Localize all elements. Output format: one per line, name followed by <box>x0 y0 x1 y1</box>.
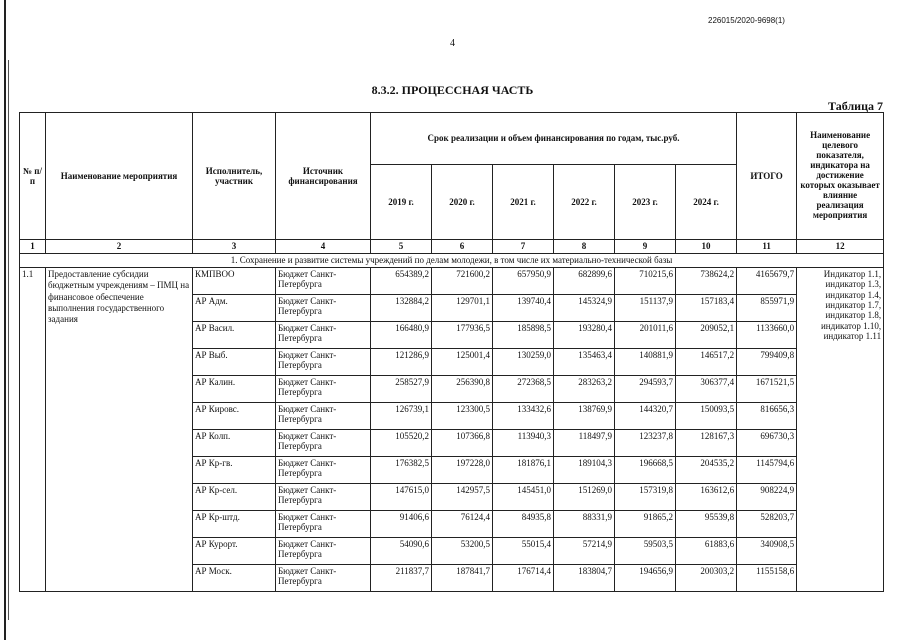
indicators-cell: Индикатор 1.1, индикатор 1.3, индикатор 1.4, индикатор 1.7, индикатор 1.8, индикатор 1.10, индикатор 1.11 <box>797 268 884 592</box>
year-value-cell: 121286,9 <box>371 349 432 376</box>
source-cell: Бюджет Санкт-Петербурга <box>276 349 371 376</box>
source-cell: Бюджет Санкт-Петербурга <box>276 322 371 349</box>
year-value-cell: 151269,0 <box>554 484 615 511</box>
source-cell: Бюджет Санкт-Петербурга <box>276 565 371 592</box>
year-value-cell: 150093,5 <box>676 403 737 430</box>
header-year: 2022 г. <box>554 165 615 240</box>
source-cell: Бюджет Санкт-Петербурга <box>276 457 371 484</box>
year-value-cell: 166480,9 <box>371 322 432 349</box>
year-value-cell: 272368,5 <box>493 376 554 403</box>
total-cell: 799409,8 <box>737 349 797 376</box>
executor-cell: АР Курорт. <box>193 538 276 565</box>
header-year: 2021 г. <box>493 165 554 240</box>
year-value-cell: 84935,8 <box>493 511 554 538</box>
total-cell: 1145794,6 <box>737 457 797 484</box>
year-value-cell: 163612,6 <box>676 484 737 511</box>
executor-cell: АР Кр-штд. <box>193 511 276 538</box>
year-value-cell: 76124,4 <box>432 511 493 538</box>
document-registration-number: 226015/2020-9698(1) <box>708 16 785 25</box>
header-source: Источник финансирования <box>276 113 371 240</box>
year-value-cell: 721600,2 <box>432 268 493 295</box>
executor-cell: АР Моск. <box>193 565 276 592</box>
year-value-cell: 183804,7 <box>554 565 615 592</box>
year-value-cell: 258527,9 <box>371 376 432 403</box>
executor-cell: АР Кировс. <box>193 403 276 430</box>
year-value-cell: 181876,1 <box>493 457 554 484</box>
year-value-cell: 125001,4 <box>432 349 493 376</box>
column-number-row <box>20 240 884 254</box>
year-value-cell: 139740,4 <box>493 295 554 322</box>
year-value-cell: 204535,2 <box>676 457 737 484</box>
year-value-cell: 185898,5 <box>493 322 554 349</box>
year-value-cell: 130259,0 <box>493 349 554 376</box>
header-year: 2024 г. <box>676 165 737 240</box>
total-cell: 1671521,5 <box>737 376 797 403</box>
year-value-cell: 682899,6 <box>554 268 615 295</box>
executor-cell: КМПВОО <box>193 268 276 295</box>
table-body <box>20 268 884 592</box>
column-number: 1 <box>20 240 46 254</box>
item-number: 1.1 <box>20 268 46 592</box>
executor-cell: АР Кр-сел. <box>193 484 276 511</box>
year-value-cell: 256390,8 <box>432 376 493 403</box>
year-value-cell: 189104,3 <box>554 457 615 484</box>
year-value-cell: 176714,4 <box>493 565 554 592</box>
header-year: 2023 г. <box>615 165 676 240</box>
year-value-cell: 142957,5 <box>432 484 493 511</box>
year-value-cell: 144320,7 <box>615 403 676 430</box>
executor-cell: АР Калин. <box>193 376 276 403</box>
section-heading: 1. Сохранение и развитие системы учреждений по делам молодежи, в том числе их материально-технической базы <box>20 254 884 268</box>
total-cell: 1155158,6 <box>737 565 797 592</box>
executor-cell: АР Васил. <box>193 322 276 349</box>
year-value-cell: 145451,0 <box>493 484 554 511</box>
executor-cell: АР Колп. <box>193 430 276 457</box>
year-value-cell: 157183,4 <box>676 295 737 322</box>
column-number: 7 <box>493 240 554 254</box>
total-cell: 908224,9 <box>737 484 797 511</box>
year-value-cell: 88331,9 <box>554 511 615 538</box>
year-value-cell: 211837,7 <box>371 565 432 592</box>
source-cell: Бюджет Санкт-Петербурга <box>276 511 371 538</box>
year-value-cell: 157319,8 <box>615 484 676 511</box>
column-number: 3 <box>193 240 276 254</box>
source-cell: Бюджет Санкт-Петербурга <box>276 484 371 511</box>
item-name: Предоставление субсидии бюджетным учреждениям – ПМЦ на финансовое обеспечение выполнения государственного задания <box>46 268 193 592</box>
source-cell: Бюджет Санкт-Петербурга <box>276 376 371 403</box>
year-value-cell: 145324,9 <box>554 295 615 322</box>
header-total: ИТОГО <box>737 113 797 240</box>
year-value-cell: 209052,1 <box>676 322 737 349</box>
executor-cell: АР Выб. <box>193 349 276 376</box>
year-value-cell: 200303,2 <box>676 565 737 592</box>
column-number: 9 <box>615 240 676 254</box>
year-value-cell: 105520,2 <box>371 430 432 457</box>
column-number: 4 <box>276 240 371 254</box>
year-value-cell: 147615,0 <box>371 484 432 511</box>
year-value-cell: 710215,6 <box>615 268 676 295</box>
header-year: 2020 г. <box>432 165 493 240</box>
table-row <box>20 268 884 295</box>
source-cell: Бюджет Санкт-Петербурга <box>276 295 371 322</box>
year-value-cell: 57214,9 <box>554 538 615 565</box>
year-value-cell: 294593,7 <box>615 376 676 403</box>
year-value-cell: 193280,4 <box>554 322 615 349</box>
year-value-cell: 196668,5 <box>615 457 676 484</box>
year-value-cell: 129701,1 <box>432 295 493 322</box>
year-value-cell: 107366,8 <box>432 430 493 457</box>
year-value-cell: 128167,3 <box>676 430 737 457</box>
year-value-cell: 54090,6 <box>371 538 432 565</box>
year-value-cell: 135463,4 <box>554 349 615 376</box>
column-number: 6 <box>432 240 493 254</box>
header-indicator: Наименование целевого показателя, индикатора на достижение которых оказывает влияние реализация мероприятия <box>797 113 884 240</box>
year-value-cell: 59503,5 <box>615 538 676 565</box>
year-value-cell: 657950,9 <box>493 268 554 295</box>
header-year: 2019 г. <box>371 165 432 240</box>
year-value-cell: 123237,8 <box>615 430 676 457</box>
year-value-cell: 123300,5 <box>432 403 493 430</box>
column-number: 12 <box>797 240 884 254</box>
year-value-cell: 55015,4 <box>493 538 554 565</box>
year-value-cell: 138769,9 <box>554 403 615 430</box>
year-value-cell: 146517,2 <box>676 349 737 376</box>
scan-left-border-inner <box>8 60 9 620</box>
column-number: 2 <box>46 240 193 254</box>
year-value-cell: 140881,9 <box>615 349 676 376</box>
executor-cell: АР Адм. <box>193 295 276 322</box>
year-value-cell: 654389,2 <box>371 268 432 295</box>
year-value-cell: 738624,2 <box>676 268 737 295</box>
year-value-cell: 91865,2 <box>615 511 676 538</box>
executor-cell: АР Кр-гв. <box>193 457 276 484</box>
section-title: 8.3.2. ПРОЦЕССНАЯ ЧАСТЬ <box>371 83 534 97</box>
header-event: Наименование мероприятия <box>46 113 193 240</box>
year-value-cell: 194656,9 <box>615 565 676 592</box>
total-cell: 528203,7 <box>737 511 797 538</box>
year-value-cell: 187841,7 <box>432 565 493 592</box>
total-cell: 1133660,0 <box>737 322 797 349</box>
page-number: 4 <box>450 38 455 49</box>
header-no: № п/п <box>20 113 46 240</box>
column-number: 10 <box>676 240 737 254</box>
year-value-cell: 197228,0 <box>432 457 493 484</box>
column-number: 11 <box>737 240 797 254</box>
year-value-cell: 151137,9 <box>615 295 676 322</box>
year-value-cell: 133432,6 <box>493 403 554 430</box>
year-value-cell: 306377,4 <box>676 376 737 403</box>
year-value-cell: 53200,5 <box>432 538 493 565</box>
total-cell: 4165679,7 <box>737 268 797 295</box>
column-number: 8 <box>554 240 615 254</box>
year-value-cell: 91406,6 <box>371 511 432 538</box>
source-cell: Бюджет Санкт-Петербурга <box>276 403 371 430</box>
year-value-cell: 95539,8 <box>676 511 737 538</box>
total-cell: 340908,5 <box>737 538 797 565</box>
year-value-cell: 126739,1 <box>371 403 432 430</box>
year-value-cell: 61883,6 <box>676 538 737 565</box>
header-period: Срок реализации и объем финансирования по годам, тыс.руб. <box>371 113 737 165</box>
year-value-cell: 132884,2 <box>371 295 432 322</box>
total-cell: 855971,9 <box>737 295 797 322</box>
year-value-cell: 113940,3 <box>493 430 554 457</box>
source-cell: Бюджет Санкт-Петербурга <box>276 538 371 565</box>
source-cell: Бюджет Санкт-Петербурга <box>276 430 371 457</box>
column-number: 5 <box>371 240 432 254</box>
total-cell: 816656,3 <box>737 403 797 430</box>
total-cell: 696730,3 <box>737 430 797 457</box>
year-value-cell: 283263,2 <box>554 376 615 403</box>
year-value-cell: 176382,5 <box>371 457 432 484</box>
source-cell: Бюджет Санкт-Петербурга <box>276 268 371 295</box>
year-value-cell: 118497,9 <box>554 430 615 457</box>
financing-table <box>19 112 884 592</box>
year-value-cell: 177936,5 <box>432 322 493 349</box>
year-value-cell: 201011,6 <box>615 322 676 349</box>
header-executor: Исполнитель, участник <box>193 113 276 240</box>
table-label: Таблица 7 <box>828 99 883 113</box>
